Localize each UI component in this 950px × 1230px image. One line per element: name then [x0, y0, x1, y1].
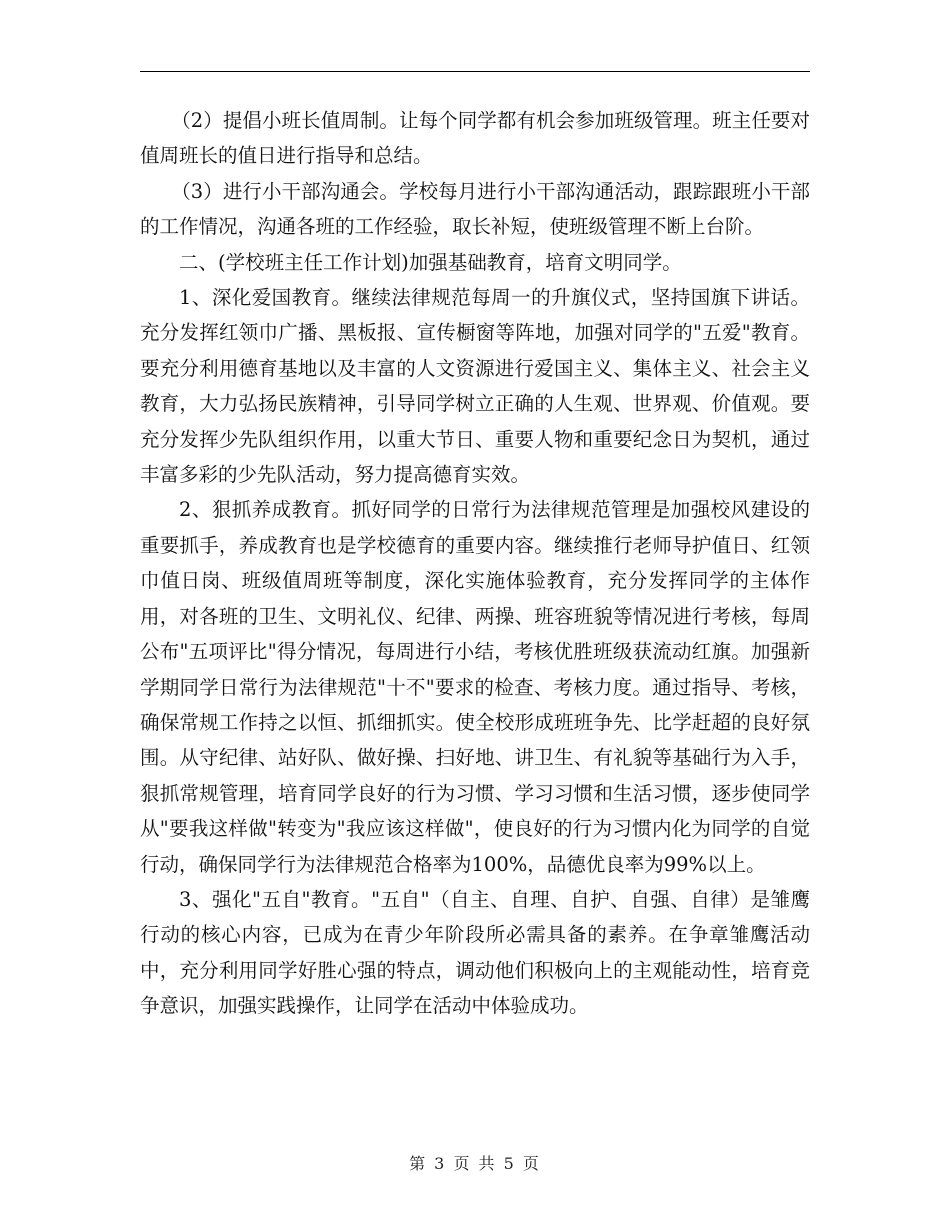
page-footer: 第 3 页 共 5 页 — [409, 1154, 541, 1173]
header-rule — [140, 71, 810, 72]
paragraph-patriotic-education: 1、深化爱国教育。继续法律规范每周一的升旗仪式，坚持国旗下讲话。充分发挥红领巾广播、黑板报、宣传橱窗等阵地，加强对同学的"五爱"教育。要充分利用德育基地以及丰富的人文资源进行爱国主义、集体主义、社会主义教育，大力弘扬民族精神，引导同学树立正确的人生观、世界观、价值观。要充分发挥少先队组织作用，以重大节日、重要人物和重要纪念日为契机，通过丰富多彩的少先队活动，努力提高德育实效。 — [140, 286, 810, 487]
paragraph-class-monitor-duty: （2）提倡小班长值周制。让每个同学都有机会参加班级管理。班主任要对值周班长的值日进行指导和总结。 — [140, 109, 810, 168]
paragraph-five-self-education: 3、强化"五自"教育。"五自"（自主、自理、自护、自强、自律）是雏鹰行动的核心内容，已成为在青少年阶段所必需具备的素养。在争章雏鹰活动中，充分利用同学好胜心强的特点，调动他们积极向上的主观能动性，培育竞争意识，加强实践操作，让同学在活动中体验成功。 — [140, 887, 810, 1018]
section-heading-basic-education: 二、(学校班主任工作计划)加强基础教育，培育文明同学。 — [179, 250, 682, 274]
paragraph-habit-education: 2、狠抓养成教育。抓好同学的日常行为法律规范管理是加强校风建设的重要抓手，养成教育也是学校德育的重要内容。继续推行老师导护值日、红领巾值日岗、班级值周班等制度，深化实施体验教育，充分发挥同学的主体作用，对各班的卫生、文明礼仪、纪律、两操、班容班貌等情况进行考核，每周公布"五项评比"得分情况，每周进行小结，考核优胜班级获流动红旗。加强新学期同学日常行为法律规范"十不"要求的检查、考核力度。通过指导、考核，确保常规工作持之以恒、抓细抓实。使全校形成班班争先、比学赶超的良好氛围。从守纪律、站好队、做好操、扫好地、讲卫生、有礼貌等基础行为入手，狠抓常规管理，培育同学良好的行为习惯、学习习惯和生活习惯，逐步使同学从"要我这样做"转变为"我应该这样做"，使良好的行为习惯内化为同学的自觉行动，确保同学行为法律规范合格率为100%，品德优良率为99%以上。 — [140, 498, 810, 876]
paragraph-cadre-meeting: （3）进行小干部沟通会。学校每月进行小干部沟通活动，跟踪跟班小干部的工作情况，沟通各班的工作经验，取长补短，使班级管理不断上台阶。 — [140, 179, 810, 239]
document-body — [140, 103, 810, 1024]
